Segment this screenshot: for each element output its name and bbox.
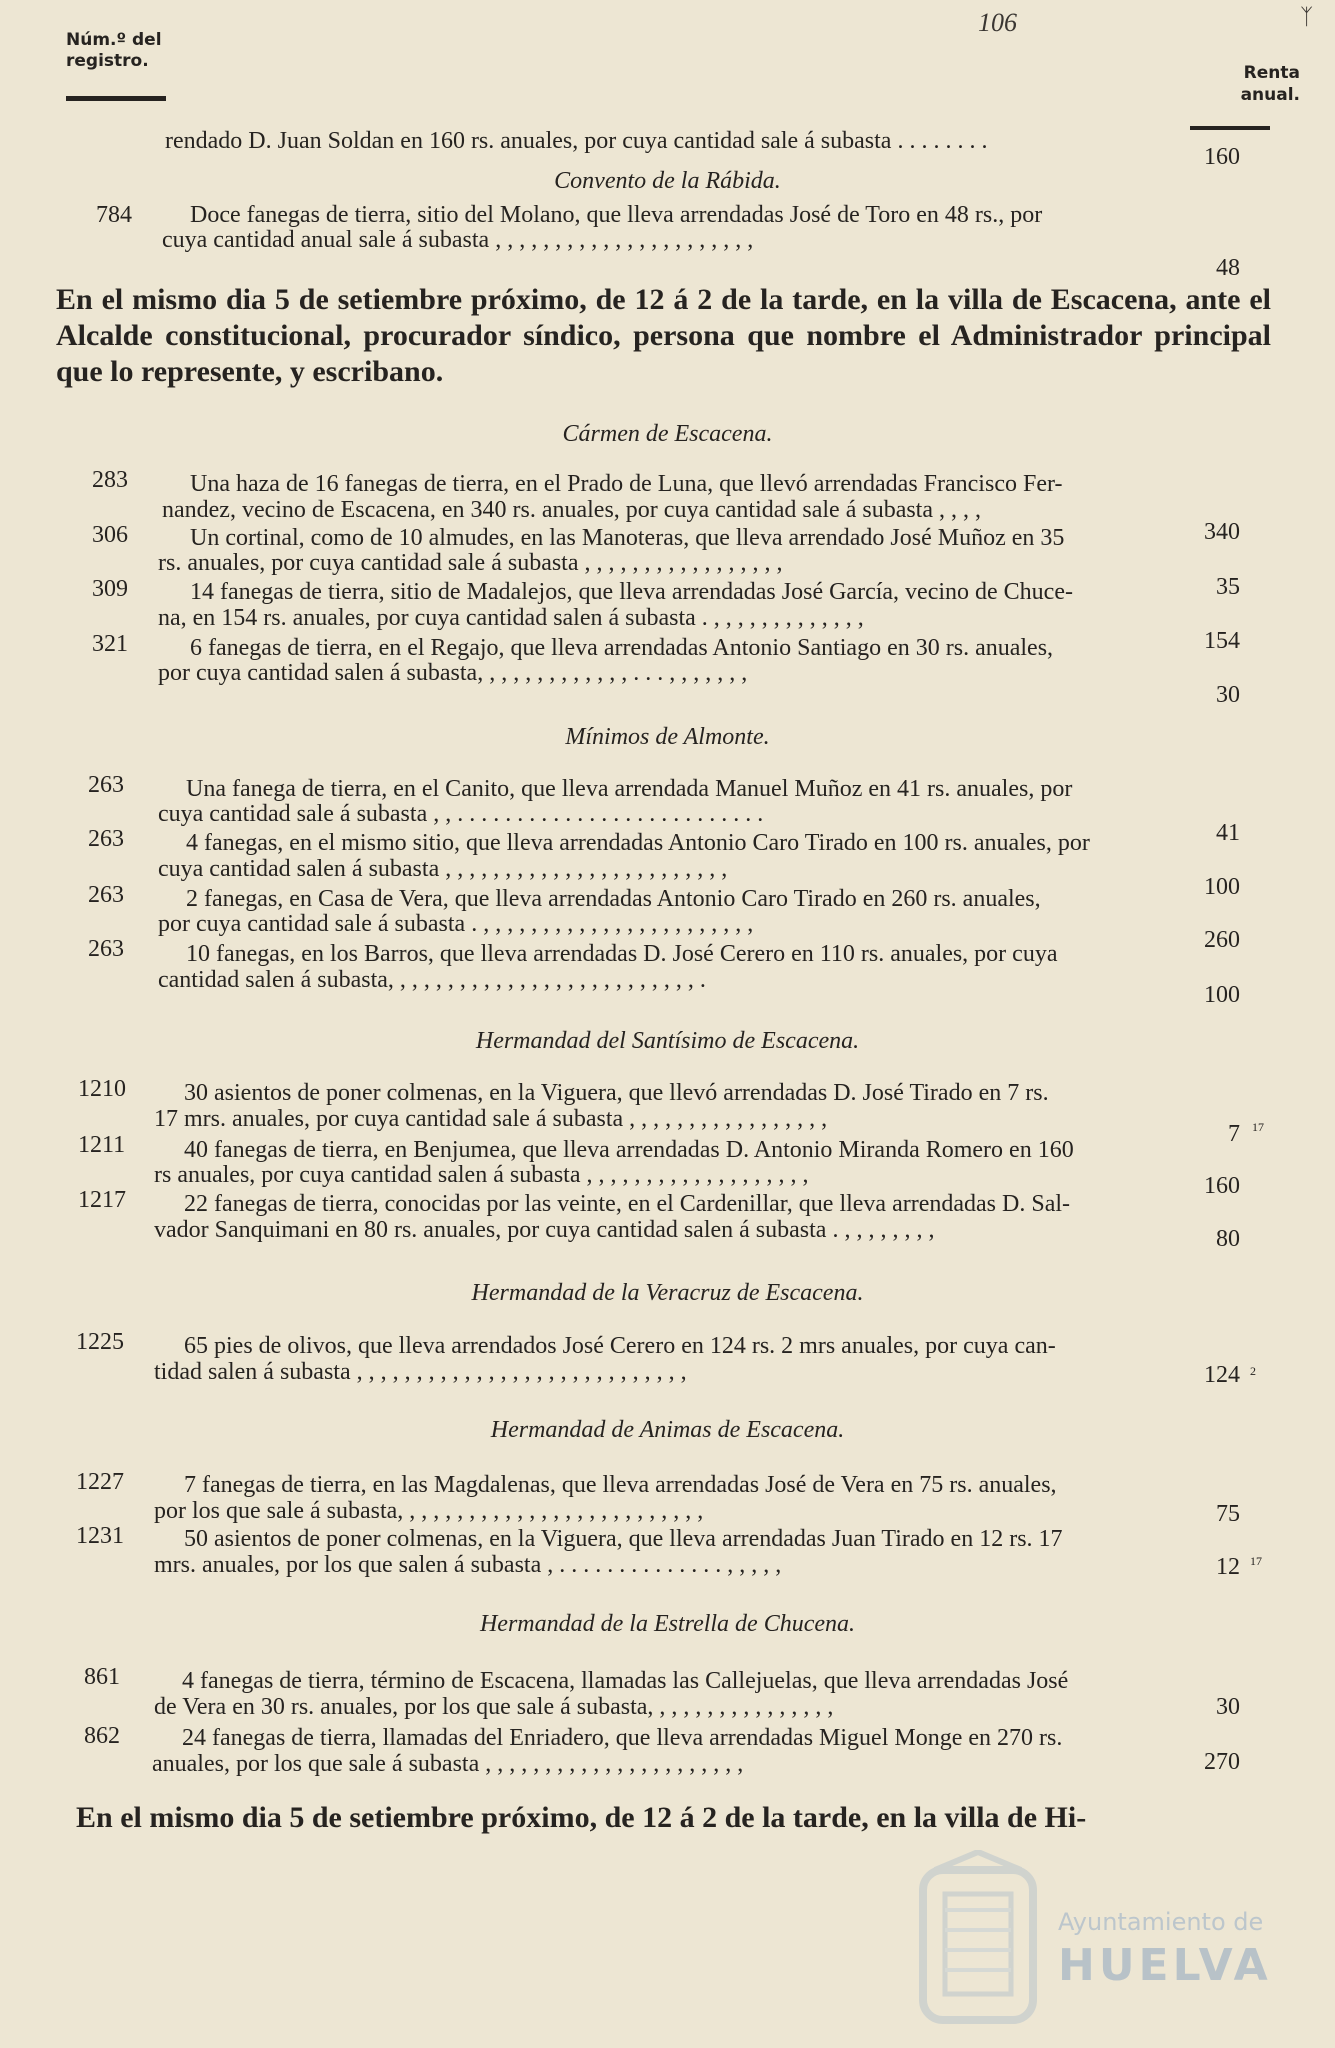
entry-line: Una haza de 16 fanegas de tierra, en el Prado de Luna, que llevó arrendadas Francisco Fer- (190, 471, 1063, 497)
registry-number: 1211 (78, 1132, 126, 1158)
registry-number: 309 (92, 576, 128, 602)
entry-line: 40 fanegas de tierra, en Benjumea, que lleva arrendadas D. Antonio Miranda Romero en 160 (184, 1137, 1074, 1163)
entry-line: Una fanega de tierra, en el Canito, que lleva arrendada Manuel Muñoz en 41 rs. anuales, por (186, 776, 1073, 802)
registry-number: 784 (96, 202, 132, 228)
entry-line: 50 asientos de poner colmenas, en la Viguera, que lleva arrendadas Juan Tirado en 12 rs. 17 (184, 1526, 1063, 1552)
entry-line: por cuya cantidad sale á subasta . , , , , , , , , , , , , , , , , , , , , , , , (158, 911, 754, 937)
entry-rent: 41 (1216, 820, 1240, 846)
section-heading-veracruz: Hermandad de la Veracruz de Escacena. (471, 1280, 864, 1306)
entry-line: por cuya cantidad salen á subasta, , , , , , , , , , , , , . . . , , , , , , , (158, 660, 748, 686)
entry-line: 4 fanegas de tierra, término de Escacena, llamadas las Callejuelas, que lleva arrendadas José (182, 1668, 1069, 1694)
entry-line: rs anuales, por cuya cantidad salen á subasta , , , , , , , , , , , , , , , , , , , (154, 1162, 809, 1188)
entry-rent: 48 (1216, 255, 1240, 281)
registry-number: 1217 (78, 1187, 126, 1213)
registry-header-line2: registro. (66, 51, 149, 71)
entry-rent-superscript: 17 (1252, 1120, 1264, 1134)
entry-rent: 30 (1216, 682, 1240, 708)
section-heading-carmen: Cármen de Escacena. (562, 421, 773, 447)
entry-line: mrs. anuales, por los que salen á subasta , . . . . . . . . . . . . . . , , , , , (154, 1552, 782, 1578)
entry-line: cantidad salen á subasta, , , , , , , , , , , , , , , , , , , , , , , , , , . (158, 967, 706, 993)
registry-header-line1: Núm.º del (66, 30, 162, 50)
entry-rent: 160 (1204, 1173, 1240, 1199)
entry-line: 30 asientos de poner colmenas, en la Viguera, que llevó arrendadas D. José Tirado en 7 rs. (184, 1080, 1049, 1106)
entry-rent-superscript: 17 (1250, 1554, 1262, 1568)
watermark-line1: Ayuntamiento de (1058, 1908, 1264, 1936)
entry-rent: 7 (1228, 1121, 1240, 1147)
entry-rent: 340 (1204, 519, 1240, 545)
registry-number: 321 (92, 631, 128, 657)
corner-mark: ᛉ (1300, 4, 1314, 29)
entry-rent: 154 (1204, 628, 1240, 654)
entry-line: anuales, por los que sale á subasta , , , , , , , , , , , , , , , , , , , , , , (152, 1751, 744, 1777)
entry-line: 24 fanegas de tierra, llamadas del Enriadero, que lleva arrendadas Miguel Monge en 270 rs. (182, 1725, 1063, 1751)
registry-number: 862 (84, 1723, 120, 1749)
entry-line: Un cortinal, como de 10 almudes, en las Manoteras, que lleva arrendado José Muñoz en 35 (190, 525, 1065, 551)
entry-line: 4 fanegas, en el mismo sitio, que lleva arrendadas Antonio Caro Tirado en 100 rs. anuales, por (186, 830, 1090, 856)
registry-number: 1231 (76, 1523, 124, 1549)
header-right-rule (1190, 126, 1270, 130)
entry-rent: 35 (1216, 574, 1240, 600)
entry-line: 17 mrs. anuales, por cuya cantidad sale á subasta , , , , , , , , , , , , , , , , , (154, 1106, 828, 1132)
registry-number: 861 (84, 1664, 120, 1690)
registry-number: 283 (92, 467, 128, 493)
section-heading-rabida: Convento de la Rábida. (554, 168, 781, 194)
entry-line: cuya cantidad anual sale á subasta , , , , , , , , , , , , , , , , , , , , , , (162, 227, 754, 253)
registry-number: 263 (88, 772, 124, 798)
entry-line: rendado D. Juan Soldan en 160 rs. anuales, por cuya cantidad sale á subasta . . . . . . . . (165, 128, 988, 154)
entry-line: Doce fanegas de tierra, sitio del Molano, que lleva arrendadas José de Toro en 48 rs., por (190, 202, 1043, 228)
entry-line: 10 fanegas, en los Barros, que lleva arrendadas D. José Cerero en 110 rs. anuales, por cuya (186, 941, 1058, 967)
handwritten-page-note: 106 (978, 8, 1017, 37)
registry-number: 1210 (78, 1076, 126, 1102)
entry-rent: 12 (1216, 1554, 1240, 1580)
entry-line: cuya cantidad salen á subasta , , , , , , , , , , , , , , , , , , , , , , , , (158, 856, 728, 882)
section-heading-santisimo: Hermandad del Santísimo de Escacena. (475, 1028, 860, 1054)
entry-line: nandez, vecino de Escacena, en 340 rs. anuales, por cuya cantidad sale á subasta , , , , (162, 497, 981, 523)
entry-line: rs. anuales, por cuya cantidad sale á subasta , , , , , , , , , , , , , , , , , (158, 550, 783, 576)
entry-line: cuya cantidad sale á subasta , , . . . . . . . . . . . . . . . . . . . . . . . . . . (158, 801, 764, 827)
registry-number: 263 (88, 826, 124, 852)
section-heading-estrella: Hermandad de la Estrella de Chucena. (479, 1611, 856, 1637)
watermark-line2: HUELVA (1058, 1940, 1272, 1991)
section-heading-minimos: Mínimos de Almonte. (565, 724, 770, 750)
entry-rent: 260 (1204, 927, 1240, 953)
entry-line: 2 fanegas, en Casa de Vera, que lleva arrendadas Antonio Caro Tirado en 260 rs. anuales, (186, 886, 1041, 912)
registry-number: 263 (88, 936, 124, 962)
rent-header-line1: Renta (1243, 63, 1300, 83)
header-left-rule (66, 96, 166, 101)
entry-rent: 80 (1216, 1226, 1240, 1252)
entry-rent: 30 (1216, 1694, 1240, 1720)
entry-line: 65 pies de olivos, que lleva arrendados José Cerero en 124 rs. 2 mrs anuales, por cuya can- (184, 1333, 1056, 1359)
entry-rent: 75 (1216, 1501, 1240, 1527)
rent-header-line2: anual. (1240, 85, 1300, 105)
entry-rent: 270 (1204, 1749, 1240, 1775)
entry-rent: 100 (1204, 982, 1240, 1008)
section-heading-animas: Hermandad de Animas de Escacena. (490, 1417, 845, 1443)
registry-number: 1227 (76, 1469, 124, 1495)
entry-line: 14 fanegas de tierra, sitio de Madalejos, que lleva arrendadas José García, vecino de Chuce- (190, 579, 1073, 605)
entry-line: vador Sanquimani en 80 rs. anuales, por cuya cantidad salen á subasta . , , , , , , , , (154, 1217, 935, 1243)
entry-rent: 124 (1204, 1362, 1240, 1388)
entry-line: tidad salen á subasta , , , , , , , , , , , , , , , , , , , , , , , , , , , , (154, 1359, 687, 1385)
registry-number-header (66, 30, 162, 72)
registry-number: 263 (88, 882, 124, 908)
registry-number: 306 (92, 522, 128, 548)
annual-rent-header (1200, 62, 1300, 106)
auction-notice: En el mismo dia 5 de setiembre próximo, de 12 á 2 de la tarde, en la villa de Escacena, ante el Alcalde constitucional, procurador síndico, persona que nombre el Administrador principal que lo represente, y escribano. (56, 283, 1271, 388)
entry-rent: 160 (1204, 144, 1240, 170)
entry-rent-superscript: 2 (1250, 1364, 1256, 1378)
auction-notice: En el mismo dia 5 de setiembre próximo, de 12 á 2 de la tarde, en la villa de Hi- (76, 1801, 1087, 1834)
entry-line: 22 fanegas de tierra, conocidas por las veinte, en el Cardenillar, que lleva arrendadas D. Sal- (184, 1191, 1071, 1217)
entry-line: 7 fanegas de tierra, en las Magdalenas, que lleva arrendadas José de Vera en 75 rs. anuales, (184, 1472, 1057, 1498)
entry-rent: 100 (1204, 874, 1240, 900)
entry-line: por los que sale á subasta, , , , , , , , , , , , , , , , , , , , , , , , , , (154, 1498, 704, 1524)
entry-line: na, en 154 rs. anuales, por cuya cantidad salen á subasta . , , , , , , , , , , , , , (158, 605, 864, 631)
entry-line: de Vera en 30 rs. anuales, por los que sale á subasta, , , , , , , , , , , , , , , , (154, 1694, 834, 1720)
entry-line: 6 fanegas de tierra, en el Regajo, que lleva arrendadas Antonio Santiago en 30 rs. anuales, (190, 635, 1054, 661)
registry-number: 1225 (76, 1329, 124, 1355)
